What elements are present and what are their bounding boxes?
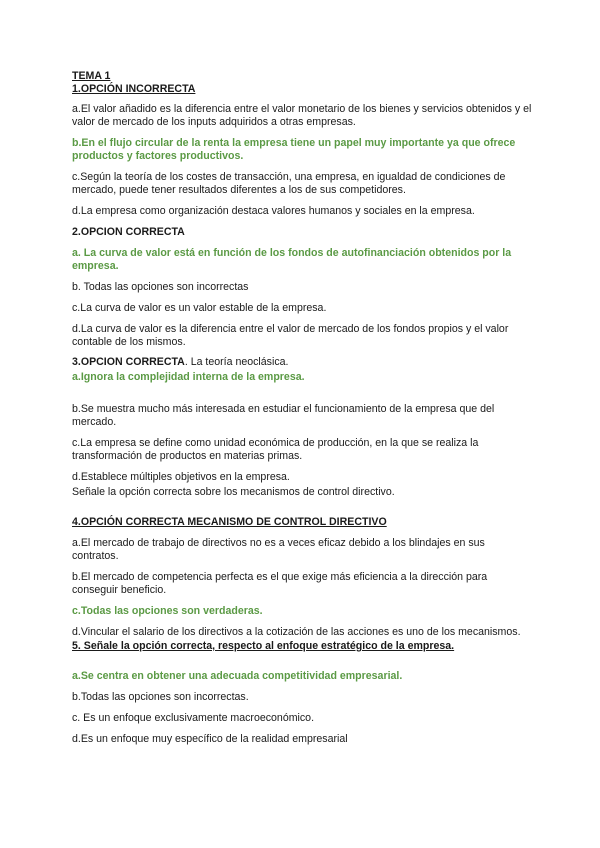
q2-option-c: c.La curva de valor es un valor estable de la empresa. — [72, 302, 327, 314]
q3-option-d: d.Establece múltiples objetivos en la empresa. — [72, 471, 290, 483]
q4-option-b: b.El mercado de competencia perfecta es el que exige más eficiencia a la dirección para conseguir beneficio. — [72, 571, 488, 596]
q3-option-a: a.Ignora la complejidad interna de la empresa. — [72, 371, 305, 383]
q5-option-a: a.Se centra en obtener una adecuada competitividad empresarial. — [72, 670, 403, 682]
q2-heading: 2.OPCION CORRECTA — [72, 226, 185, 238]
q5-option-d: d.Es un enfoque muy específico de la realidad empresarial — [72, 733, 348, 745]
tema-title: TEMA 1 — [72, 70, 111, 82]
q4-heading: 4.OPCIÓN CORRECTA MECANISMO DE CONTROL DIRECTIVO — [72, 516, 387, 528]
q3-option-c: c.La empresa se define como unidad económica de producción, en la que se realiza la transformación de productos en materias primas. — [72, 437, 479, 462]
q4-option-d: d.Vincular el salario de los directivos a la cotización de las acciones es uno de los mecanismos. — [72, 626, 521, 638]
q3-heading-suffix: . La teoría neoclásica. — [184, 356, 289, 368]
q1-heading: 1.OPCIÓN INCORRECTA — [72, 83, 196, 95]
q5-heading: 5. Señale la opción correcta, respecto al enfoque estratégico de la empresa. — [72, 640, 455, 652]
q3-trailing-text: Señale la opción correcta sobre los mecanismos de control directivo. — [72, 486, 395, 498]
q4-option-c: c.Todas las opciones son verdaderas. — [72, 605, 263, 617]
q1-option-a: a.El valor añadido es la diferencia entre el valor monetario de los bienes y servicios obtenidos y el valor de mercado de los inputs adquiridos a otras empresas. — [72, 103, 532, 128]
q5-option-c: c. Es un enfoque exclusivamente macroeconómico. — [72, 712, 315, 724]
q2-option-d: d.La curva de valor es la diferencia entre el valor de mercado de los fondos propios y el valor contable de los mismos. — [72, 323, 509, 348]
q3-heading-line — [72, 356, 534, 369]
q2-option-a: a. La curva de valor está en función de los fondos de autofinanciación obtenidos por la empresa. — [72, 247, 512, 272]
q1-option-c: c.Según la teoría de los costes de transacción, una empresa, en igualdad de condiciones de mercado, puede tener resultados diferentes a los de sus competidores. — [72, 171, 506, 196]
q5-option-b: b.Todas las opciones son incorrectas. — [72, 691, 249, 703]
q2-option-b: b. Todas las opciones son incorrectas — [72, 281, 249, 293]
q3-option-b: b.Se muestra mucho más interesada en estudiar el funcionamiento de la empresa que del mercado. — [72, 403, 495, 428]
q1-option-d: d.La empresa como organización destaca valores humanos y sociales en la empresa. — [72, 205, 475, 217]
q3-heading: 3.OPCION CORRECTA — [72, 356, 185, 368]
q4-option-a: a.El mercado de trabajo de directivos no es a veces eficaz debido a los blindajes en sus contratos. — [72, 537, 485, 562]
q1-option-b: b.En el flujo circular de la renta la empresa tiene un papel muy importante ya que ofrece productos y factores productivos. — [72, 137, 516, 162]
document-content — [72, 70, 534, 746]
